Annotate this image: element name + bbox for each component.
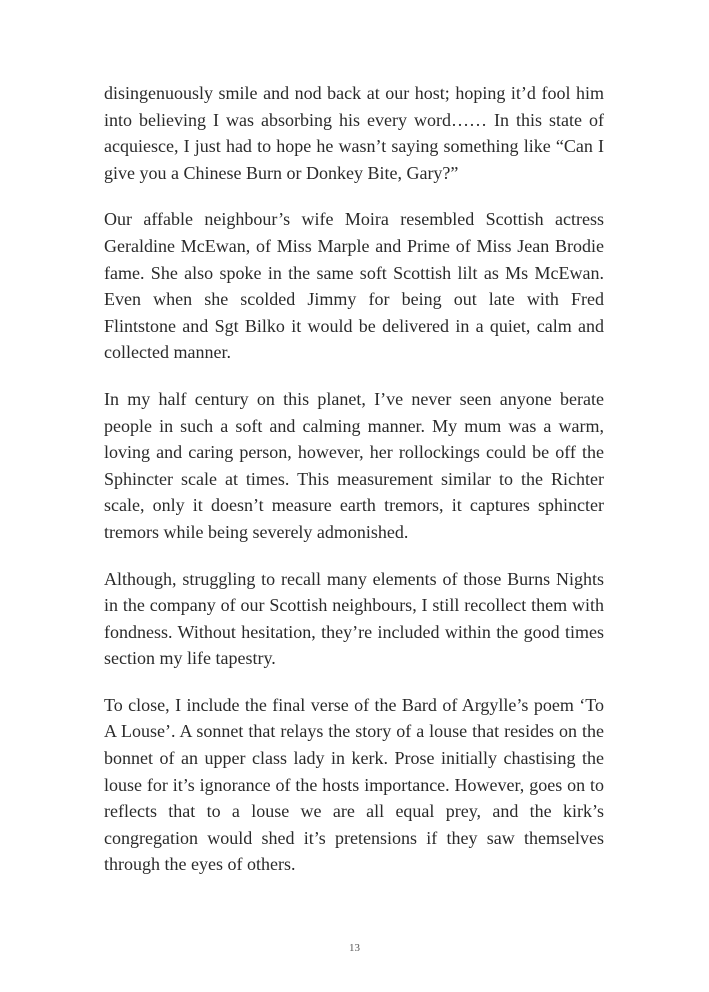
paragraph-3: In my half century on this planet, I’ve never seen anyone berate people in such a soft and calming manner. My mum was a warm, loving and caring person, however, her rollockings could be off the Sphincter scale at times. This measurement similar to the Richter scale, only it doesn’t measure earth tremors, it captures sphincter tremors while being severely admonished. [104,388,604,542]
paragraph-2: Our affable neighbour’s wife Moira resembled Scottish actress Geraldine McEwan, of Miss Marple and Prime of Miss Jean Brodie fame. She also spoke in the same soft Scottish lilt as Ms McEwan. Even when she scolded Jimmy for being out late with Fred Flintstone and Sgt Bilko it would be delivered in a quiet, calm and collected manner. [104,209,604,363]
paragraph-1: disingenuously smile and nod back at our host; hoping it’d fool him into believing I was absorbing his every word…… In this state of acquiesce, I just had to hope he wasn’t saying something like “Can I give you a Chinese Burn or Donkey Bite, Gary?” [104,83,604,183]
page-number: 13 [349,942,360,954]
body-text [104,80,604,898]
paragraph-4: Although, struggling to recall many elements of those Burns Nights in the company of our Scottish neighbours, I still recollect them with fondness. Without hesitation, they’re included within the good times section my life tapestry. [104,568,604,669]
paragraph-5: To close, I include the final verse of the Bard of Argylle’s poem ‘To A Louse’. A sonnet that relays the story of a louse that resides on the bonnet of an upper class lady in kerk. Prose initially chastising the louse for it’s ignorance of the hosts importance. However, goes on to reflects that to a louse we are all equal prey, and the kirk’s congregation would shed it’s pretensions if they saw themselves through the eyes of others. [104,694,604,875]
